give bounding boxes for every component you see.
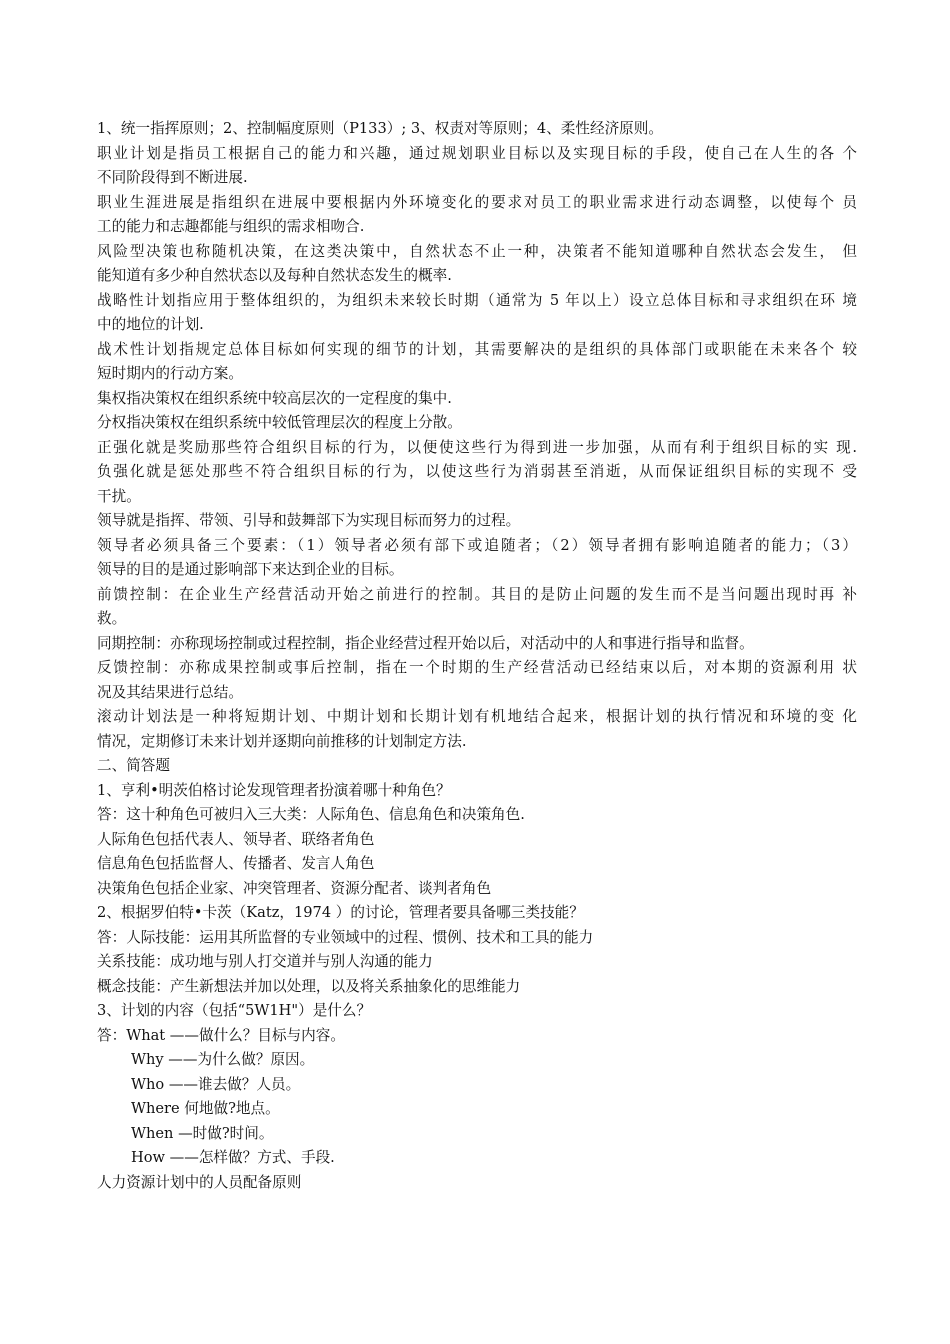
text-line: 正强化就是奖励那些符合组织目标的行为，以便使这些行为得到进一步加强，从而有利于组织目标的实 现. (97, 438, 857, 456)
text-line: 领导的目的是通过影响部下来达到企业的目标。 (97, 561, 404, 578)
text-line: 关系技能：成功地与别人打交道并与别人沟通的能力 (97, 953, 433, 970)
answer-line: When —时做?时间。 (131, 1124, 274, 1142)
text-line: 风险型决策也称随机决策，在这类决策中，自然状态不止一种，决策者不能知道哪种自然状态会发生， 但 (97, 242, 857, 260)
text-line: 工的能力和志趣都能与组织的需求相吻合. (97, 218, 365, 235)
document-body (97, 117, 857, 1195)
text-line: 1、统一指挥原则；2、控制幅度原则（P133）; 3、权责对等原则；4、柔性经济原则。 (97, 120, 663, 137)
text-line: 前馈控制：在企业生产经营活动开始之前进行的控制。其目的是防止问题的发生而不是当问题出现时再 补 (97, 585, 857, 603)
question-line: 2、根据罗伯特•卡茨（Katz，1974 ）的讨论，管理者要具备哪三类技能？ (97, 904, 584, 921)
text-line: 短时期内的行动方案。 (97, 365, 243, 382)
text-line: 滚动计划法是一种将短期计划、中期计划和长期计划有机地结合起来，根据计划的执行情况和环境的变 化 (97, 708, 857, 725)
text-line: 反馈控制：亦称成果控制或事后控制，指在一个时期的生产经营活动已经结束以后，对本期的资源利用 状 (97, 659, 857, 676)
text-line: 领导者必须具备三个要素：（1）领导者必须有部下或追随者；（2）领导者拥有影响追随者的能力；（3） (97, 536, 857, 554)
text-line: 职业生涯进展是指组织在进展中要根据内外环境变化的要求对员工的职业需求进行动态调整，以使每个 员 (97, 193, 857, 211)
text-line: 人际角色包括代表人、领导者、联络者角色 (97, 830, 375, 848)
text-line: 能知道有多少种自然状态以及每种自然状态发生的概率. (97, 267, 452, 284)
answer-line: Why ——为什么做？原因。 (131, 1051, 315, 1068)
answer-line: Who ——谁去做？人员。 (131, 1075, 301, 1093)
text-line: 救。 (97, 610, 127, 627)
text-line: 决策角色包括企业家、冲突管理者、资源分配者、谈判者角色 (97, 879, 492, 897)
answer-line: How ——怎样做？方式、手段. (131, 1149, 335, 1166)
text-line: 信息角色包括监督人、传播者、发言人角色 (97, 855, 375, 872)
text-line: 战术性计划指规定总体目标如何实现的细节的计划，其需要解决的是组织的具体部门或职能在未来各个 较 (97, 340, 857, 358)
answer-line: 答：人际技能：运用其所监督的专业领域中的过程、惯例、技术和工具的能力 (97, 928, 594, 946)
question-line: 1、亨利•明茨伯格讨论发现管理者扮演着哪十种角色？ (97, 781, 451, 799)
text-line: 人力资源计划中的人员配备原则 (97, 1173, 302, 1191)
answer-line: 答：这十种角色可被归入三大类：人际角色、信息角色和决策角色. (97, 806, 525, 823)
text-line: 集权指决策权在组织系统中较高层次的一定程度的集中. (97, 389, 452, 407)
section-heading: 二、简答题 (97, 757, 170, 774)
text-line: 分权指决策权在组织系统中较低管理层次的程度上分散。 (97, 414, 462, 431)
question-line: 3、计划的内容（包括“5W1H"）是什么？ (97, 1002, 372, 1019)
text-line: 况及其结果进行总结。 (97, 683, 243, 701)
text-line: 中的地位的计划. (97, 316, 204, 333)
text-line: 职业计划是指员工根据自己的能力和兴趣，通过规划职业目标以及实现目标的手段，使自己在人生的各 个 (97, 144, 857, 162)
answer-line: Where 何地做?地点。 (131, 1100, 280, 1117)
text-line: 不同阶段得到不断进展. (97, 169, 248, 186)
text-line: 战略性计划指应用于整体组织的，为组织未来较长时期（通常为 5 年以上）设立总体目标和寻求组织在环 境 (97, 291, 857, 309)
text-line: 情况，定期修订未来计划并逐期向前推移的计划制定方法. (97, 732, 467, 750)
text-line: 领导就是指挥、带领、引导和鼓舞部下为实现目标而努力的过程。 (97, 512, 521, 529)
answer-line: 答：What ——做什么？目标与内容。 (97, 1026, 345, 1044)
text-line: 干扰。 (97, 487, 141, 505)
text-line: 概念技能：产生新想法并加以处理，以及将关系抽象化的思维能力 (97, 977, 521, 995)
text-line: 同期控制：亦称现场控制或过程控制，指企业经营过程开始以后，对活动中的人和事进行指导和监督。 (97, 634, 754, 652)
text-line: 负强化就是惩处那些不符合组织目标的行为，以使这些行为消弱甚至消逝，从而保证组织目标的实现不 受 (97, 463, 857, 480)
